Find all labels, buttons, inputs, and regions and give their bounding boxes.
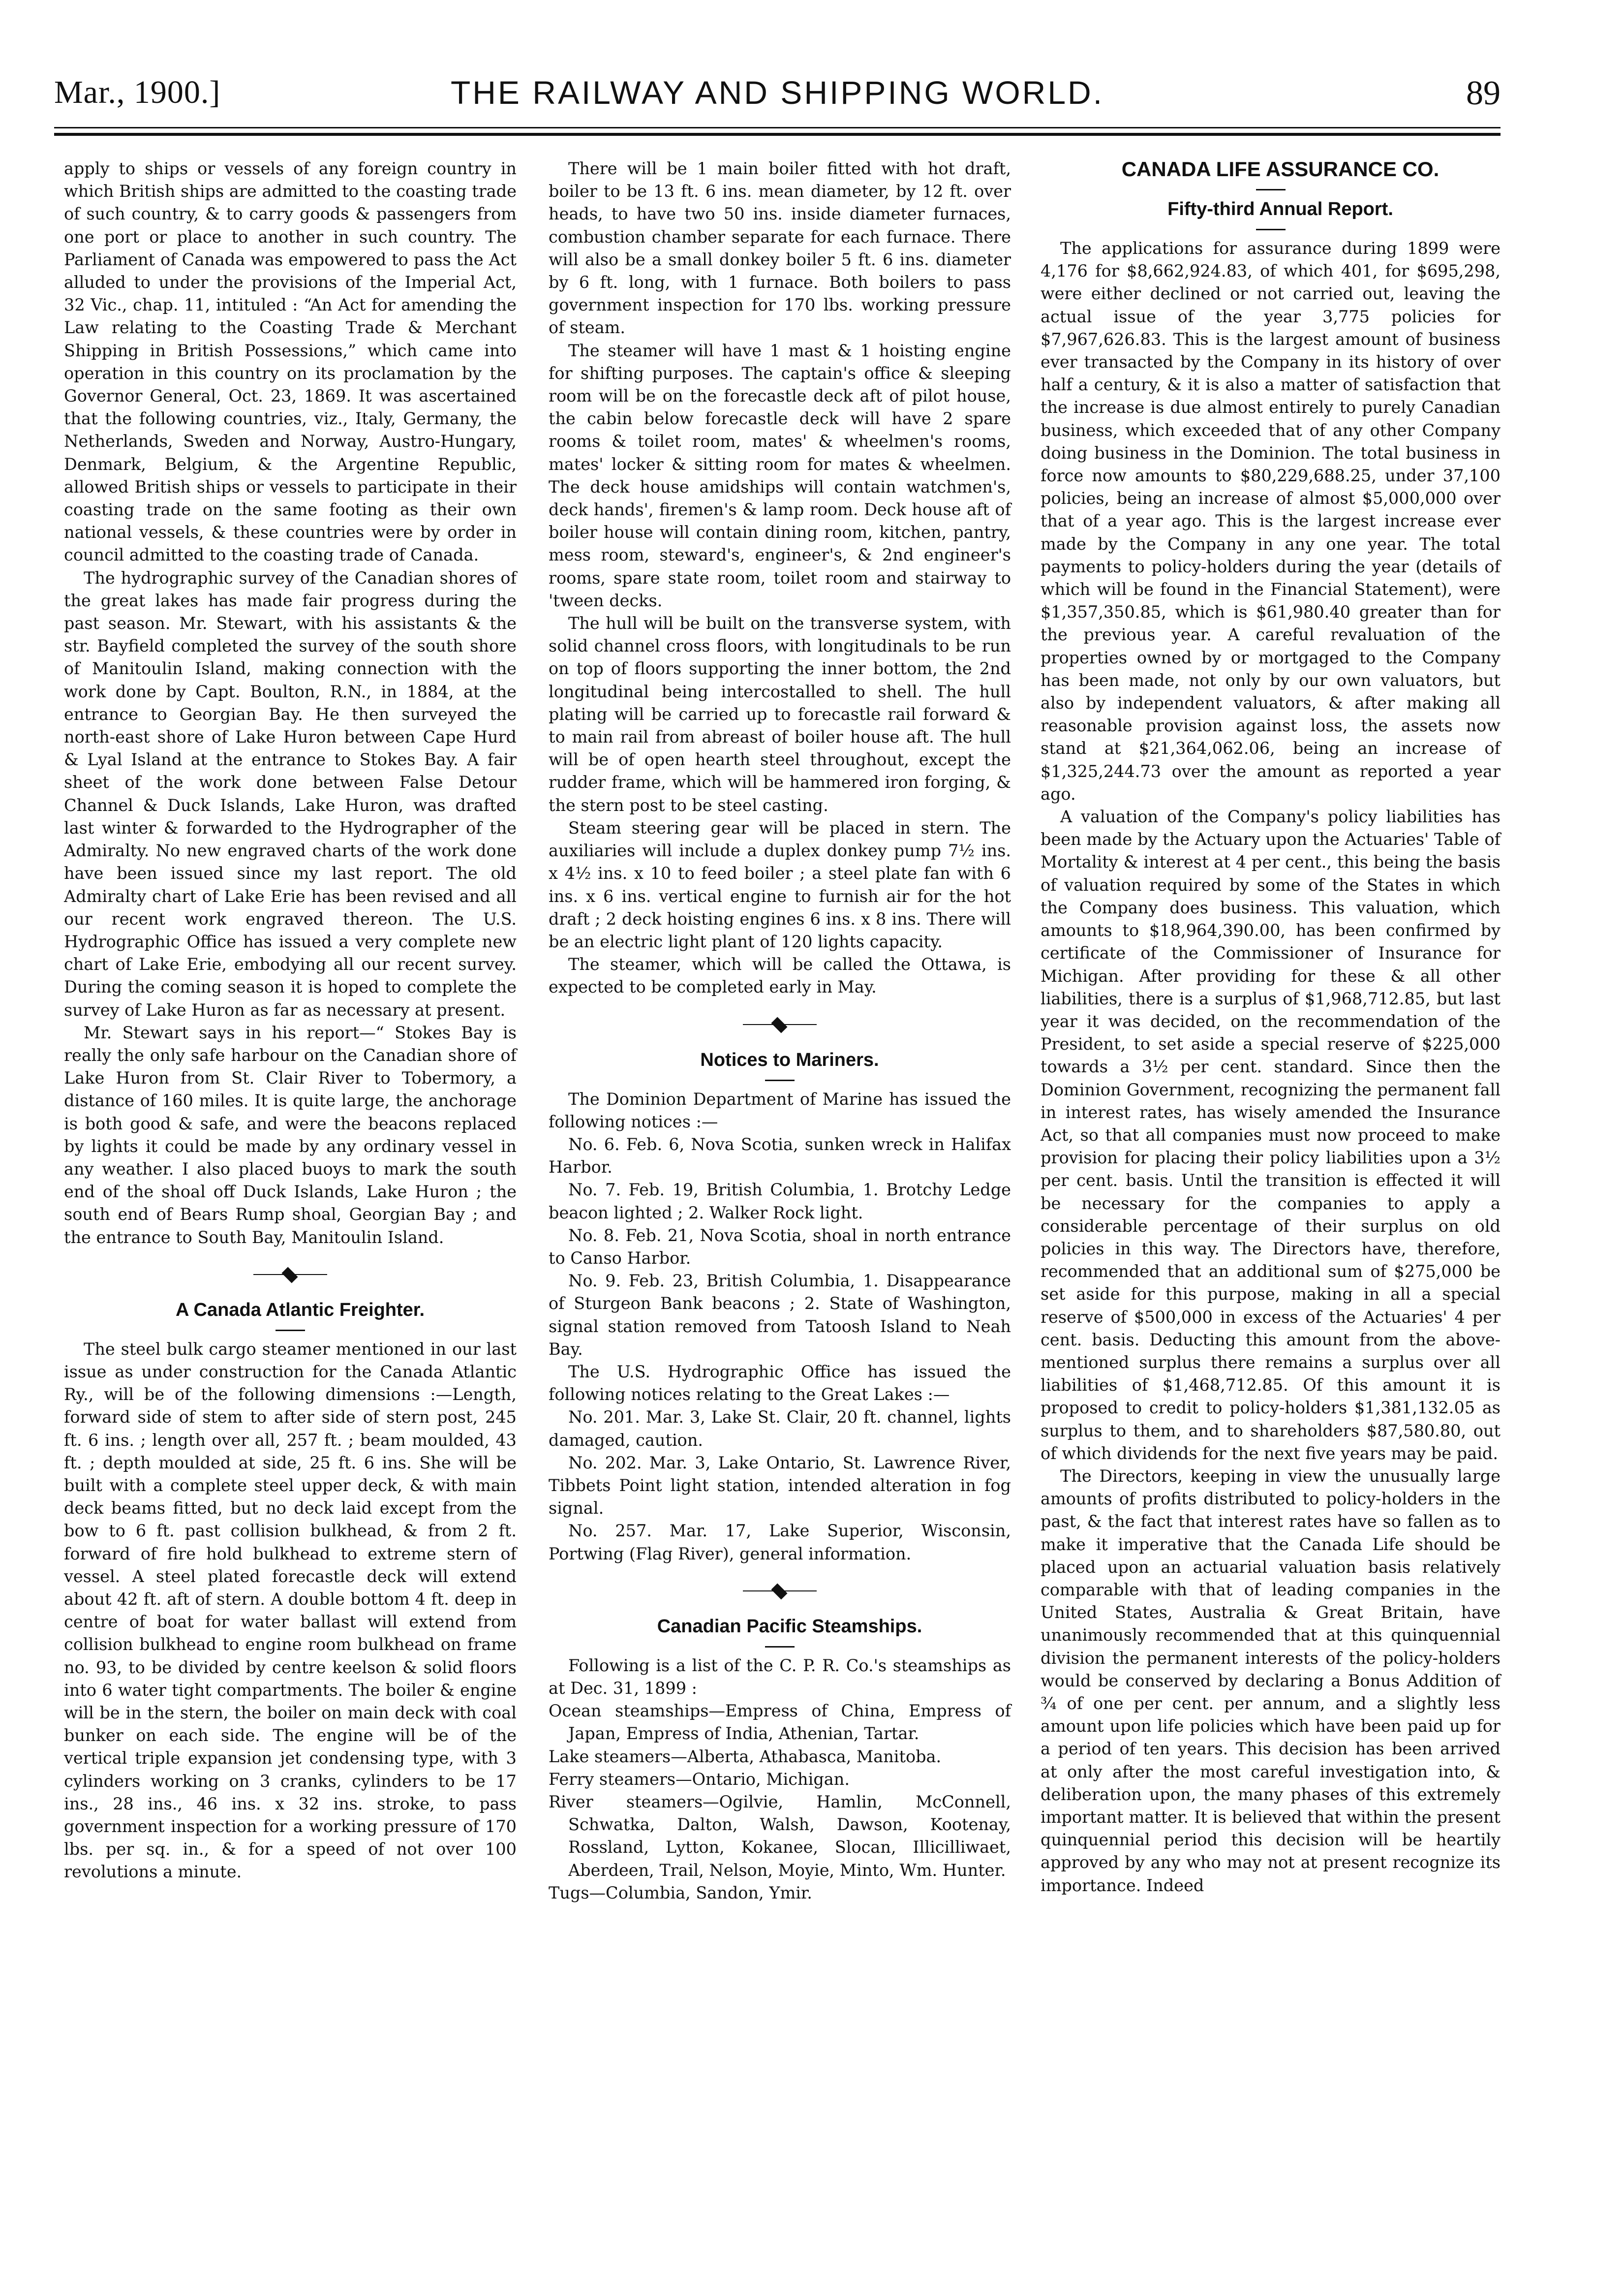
column-left — [64, 157, 517, 1884]
heading-dash — [765, 1646, 795, 1648]
heading-dash — [276, 1330, 305, 1331]
paragraph: Following is a list of the C. P. R. Co.'s steamships as at Dec. 31, 1899 : — [549, 1655, 1011, 1698]
list-item: Lake steamers—Alberta, Athabasca, Manitoba. — [549, 1746, 942, 1766]
notice-item: No. 6. Feb. 6, Nova Scotia, sunken wreck in Halifax Harbor. — [549, 1134, 1011, 1177]
list-item: Ocean steamships—Empress of China, Empress of Japan, Empress of India, Athenian, Tartar. — [549, 1701, 1011, 1744]
paragraph: The hydrographic survey of the Canadian shores of the great lakes has made fair progress during the past season. Mr. Stewart, with his assistants & the str. Bayfield completed the survey of the south shore of Manitoulin Island, making connection with the work done by Capt. Boulton, R.N., in 1884, at the entrance to Georgian Bay. He then surveyed the north-east shore of Lake Huron between Cape Hurd & Lyal Island at the entrance to Stokes Bay. A fair sheet of the work done between False Detour Channel & Duck Islands, Lake Huron, was drafted last winter & forwarded to the Hydrographer of the Admiralty. No new engraved charts of the work done have been issued since my last report. The old Admiralty chart of Lake Erie has been revised and all our recent work engraved thereon. The U.S. Hydrographic Office has issued a very complete new chart of Lake Erie, embodying all our recent survey. During the coming season it is hoped to complete the survey of Lake Huron as far as necessary at present. — [64, 568, 517, 1020]
paragraph: A valuation of the Company's policy liabilities has been made by the Actuary upon the Actuaries' Table of Mortality & interest at 4 per cent., this being the basis of valuation required by some of the States in which the Company does business. This valuation, which amounts to $18,964,390.00, has been confirmed by certificate of the Commissioner of Insurance for Michigan. After providing for these & all other liabilities, there is a surplus of $1,968,712.85, but last year it was decided, on the recommendation of the President, to set aside a special reserve of $225,000 towards a 3½ per cent. standard. Since then the Dominion Government, recognizing the permanent fall in interest rates, has wisely amended the Insurance Act, so that all companies must now proceed to make provision for placing their policy liabilities upon a 3½ per cent. basis. Until the transition is effected it will be necessary for the companies to apply a considerable percentage of their surplus on old policies in this way. The Directors have, therefore, recommended that an additional sum of $275,000 be set aside for this purpose, making in all a special reserve of $500,000 in excess of the Actuaries' 4 per cent. basis. Deducting this amount from the above-mentioned surplus there remains a surplus over all liabilities of $1,468,712.85. Of this amount it is proposed to credit to policy-holders $1,381,132.05 as surplus to them, and to shareholders $87,580.80, out of which dividends for the next five years may be paid. — [1041, 807, 1501, 1463]
notice-item: No. 7. Feb. 19, British Columbia, 1. Brotchy Ledge beacon lighted ; 2. Walker Rock light. — [549, 1180, 1011, 1222]
paragraph: The steel bulk cargo steamer mentioned in our last issue as under construction for the Canada Atlantic Ry., will be of the following dimensions :—Length, forward side of stem to after side of stern post, 245 ft. 6 ins. ; length over all, 257 ft. ; beam moulded, 43 ft. ; depth moulded at side, 25 ft. 6 ins. She will be built with a complete steel upper deck, & with main deck beams fitted, but no deck laid except from the bow to 6 ft. past collision bulkhead, & from 2 ft. forward of fire hold bulkhead to extreme stern of vessel. A steel plated forecastle deck will extend about 42 ft. aft of stern. A double bottom 4 ft. deep in centre of boat for water ballast will extend from collision bulkhead to engine room bulkhead on frame no. 93, to be divided by centre keelson & solid floors into 6 water tight compartments. The boiler & engine will be in the stern, the boiler on main deck with coal bunker on each side. The engine will be of the vertical triple expansion jet condensing type, with 3 cylinders working on 3 cranks, cylinders to be 17 ins., 28 ins., 46 ins. x 32 ins. stroke, to pass government inspection for a working pressure of 170 lbs. per sq. in., & for a speed of not over 100 revolutions a minute. — [64, 1339, 517, 1882]
header-rule-thin — [54, 127, 1501, 128]
notice-item: No. 9. Feb. 23, British Columbia, 1. Disappearance of Sturgeon Bank beacons ; 2. State of Washington, signal station removed from Tatoosh Island to Neah Bay. — [549, 1271, 1011, 1359]
notice-item: No. 8. Feb. 21, Nova Scotia, shoal in north entrance to Canso Harbor. — [549, 1225, 1011, 1268]
article-title: CANADA LIFE ASSURANCE CO. — [1121, 157, 1440, 181]
column-middle — [549, 157, 1011, 1904]
list-item: Ferry steamers—Ontario, Michigan. — [549, 1769, 850, 1789]
notice-item: No. 201. Mar. 3, Lake St. Clair, 20 ft. channel, lights damaged, caution. — [549, 1407, 1011, 1450]
paragraph: The hull will be built on the transverse system, with solid channel cross floors, with longitudinals to be run on top of floors supporting the inner bottom, the 2nd longitudinal being intercostalled to shell. The hull plating will be carried up to forecastle rail forward & to main rail from abreast of boiler house aft. The hull will be of open hearth steel throughout, except the rudder frame, which will be hammered iron forging, & the stern post to be steel casting. — [549, 614, 1011, 815]
paragraph: The U.S. Hydrographic Office has issued the following notices relating to the Great Lakes :— — [549, 1362, 1011, 1404]
paragraph: apply to ships or vessels of any foreign country in which British ships are admitted to the coasting trade of such country, & to carry goods & passengers from one port or place to another in such country. The Parliament of Canada was empowered to pass the Act alluded to under the provisions of the Imperial Act, 32 Vic., chap. 11, intituled : “An Act for amending the Law relating to the Coasting Trade & Merchant Shipping in British Possessions,” which came into operation in this country on its proclamation by the Governor General, Oct. 23, 1869. It was ascertained that the following countries, viz., Italy, Germany, the Netherlands, Sweden and Norway, Austro-Hungary, Denmark, Belgium, & the Argentine Republic, allowed British ships or vessels to participate in their coasting trade on the same footing as their own national vessels, & these countries were by order in council admitted to the coasting trade of Canada. — [64, 159, 517, 565]
section-heading-freighter: A Canada Atlantic Freighter. — [175, 1299, 425, 1320]
list-item: Tugs—Columbia, Sandon, Ymir. — [549, 1883, 812, 1902]
paragraph: There will be 1 main boiler fitted with hot draft, boiler to be 13 ft. 6 ins. mean diameter, by 12 ft. over heads, to have two 50 ins. inside diameter furnaces, combustion chamber separate for each furnace. There will also be a small donkey boiler 5 ft. 6 ins. diameter by 6 ft. long, with 1 furnace. Both boilers to pass government inspection for 170 lbs. working pressure of steam. — [549, 159, 1011, 338]
heading-dash — [765, 1080, 795, 1081]
paragraph: The steamer, which will be called the Ottawa, is expected to be completed early in May. — [549, 955, 1011, 997]
heading-dash — [1256, 189, 1286, 190]
list-item: River steamers—Ogilvie, Hamlin, McConnell, Schwatka, Dalton, Walsh, Dawson, Kootenay, Rossland, Lytton, Kokanee, Slocan, Illicilliwaet, Aberdeen, Trail, Nelson, Moyie, Minto, Wm. Hunter. — [549, 1792, 1011, 1880]
section-heading-notices: Notices to Mariners. — [700, 1049, 879, 1070]
paragraph: The Dominion Department of Marine has issued the following notices :— — [549, 1089, 1011, 1131]
section-heading-cpr: Canadian Pacific Steamships. — [657, 1616, 922, 1637]
paragraph: The steamer will have 1 mast & 1 hoisting engine for shifting purposes. The captain's office & sleeping room will be on the forecastle deck aft of pilot house, the cabin below forecastle deck will have 2 spare rooms & toilet room, mates' & wheelmen's rooms, mates' locker & sitting room for mates & wheelmen. The deck house amidships will contain watchmen's, deck hands', firemen's & lamp room. Deck house aft of boiler house will contain dining room, kitchen, pantry, mess room, steward's, engineer's, & 2nd engineer's rooms, spare state room, toilet room and stairway to 'tween decks. — [549, 341, 1011, 610]
paragraph: The Directors, keeping in view the unusually large amounts of profits distributed to policy-holders in the past, & the fact that interest rates have so fallen as to make it imperative that the Canada Life should be placed upon an actuarial valuation basis relatively comparable with that of leading companies in the United States, Australia & Great Britain, have unanimously recommended that at this quinquennial division the permanent interests of the policy-holders would be conserved by declaring a Bonus Addition of ¾ of one per cent. per annum, and a slightly less amount upon life policies which have been paid up for a period of ten years. This decision has been arrived at only after the most careful investigation into, & deliberation upon, the many phases of this extremely important matter. It is believed that within the present quinquennial period this decision will be heartily approved by any who may not at present recognize its importance. Indeed — [1041, 1466, 1501, 1895]
article-subtitle: Fifty-third Annual Report. — [1167, 199, 1393, 219]
page-header — [54, 74, 1501, 118]
journal-title: THE RAILWAY AND SHIPPING WORLD. — [450, 74, 1104, 111]
paragraph: The applications for assurance during 1899 were 4,176 for $8,662,924.83, of which 401, for $695,298, were either declined or not carried out, leaving the actual issue of the year 3,775 policies for $7,967,626.83. This is the largest amount of business ever transacted by the Company in its history of over half a century, & it is also a matter of satisfaction that the increase is due almost entirely to purely Canadian business, which exceeded that of any other Company doing business in the Dominion. The total business in force now amounts to $80,229,688.25, under 37,100 policies, being an increase of almost $5,000,000 over that of a year ago. This is the largest increase ever made by the Company in any one year. The total payments to policy-holders during the year (details of which will be found in the Financial Statement), were $1,357,350.85, which is $61,980.40 greater than for the previous year. A careful revaluation of the properties owned by or mortgaged to the Company has been made, not only by our own valuators, but also by independent valuators, & after making all reasonable provision against loss, the assets now stand at $21,364,062.06, being an increase of $1,325,244.73 over the amount as reported a year ago. — [1041, 239, 1501, 804]
paragraph: Steam steering gear will be placed in stern. The auxiliaries will include a duplex donkey pump 7½ ins. x 4½ ins. x 10 to feed boiler ; a steel plate fan with 6 ins. x 6 ins. vertical engine to furnish air for the hot draft ; 2 deck hoisting engines 6 ins. x 8 ins. There will be an electric light plant of 120 lights capacity. — [549, 818, 1011, 951]
paragraph: Mr. Stewart says in his report—“ Stokes Bay is really the only safe harbour on the Canadian shore of Lake Huron from St. Clair River to Tobermory, a distance of 160 miles. It is quite large, the anchorage is both good & safe, and were the beacons replaced by lights it could be made by any ordinary vessel in any weather. I also placed buoys to mark the south end of the shoal off Duck Islands, Lake Huron ; the south end of Bears Rump shoal, Georgian Bay ; and the entrance to South Bay, Manitoulin Island. — [64, 1023, 517, 1247]
issue-date: Mar., 1900.] — [54, 74, 221, 110]
heading-dash — [1256, 229, 1286, 230]
section-separator — [743, 1585, 817, 1597]
header-rule-thick — [54, 133, 1501, 136]
column-right — [1041, 157, 1501, 1897]
notice-item: No. 257. Mar. 17, Lake Superior, Wisconsin, Portwing (Flag River), general information. — [549, 1521, 1011, 1563]
page-number: 89 — [1466, 74, 1501, 112]
notice-item: No. 202. Mar. 3, Lake Ontario, St. Lawrence River, Tibbets Point light station, intended alteration in fog signal. — [549, 1453, 1011, 1518]
section-separator — [743, 1019, 817, 1030]
section-separator — [253, 1269, 327, 1280]
